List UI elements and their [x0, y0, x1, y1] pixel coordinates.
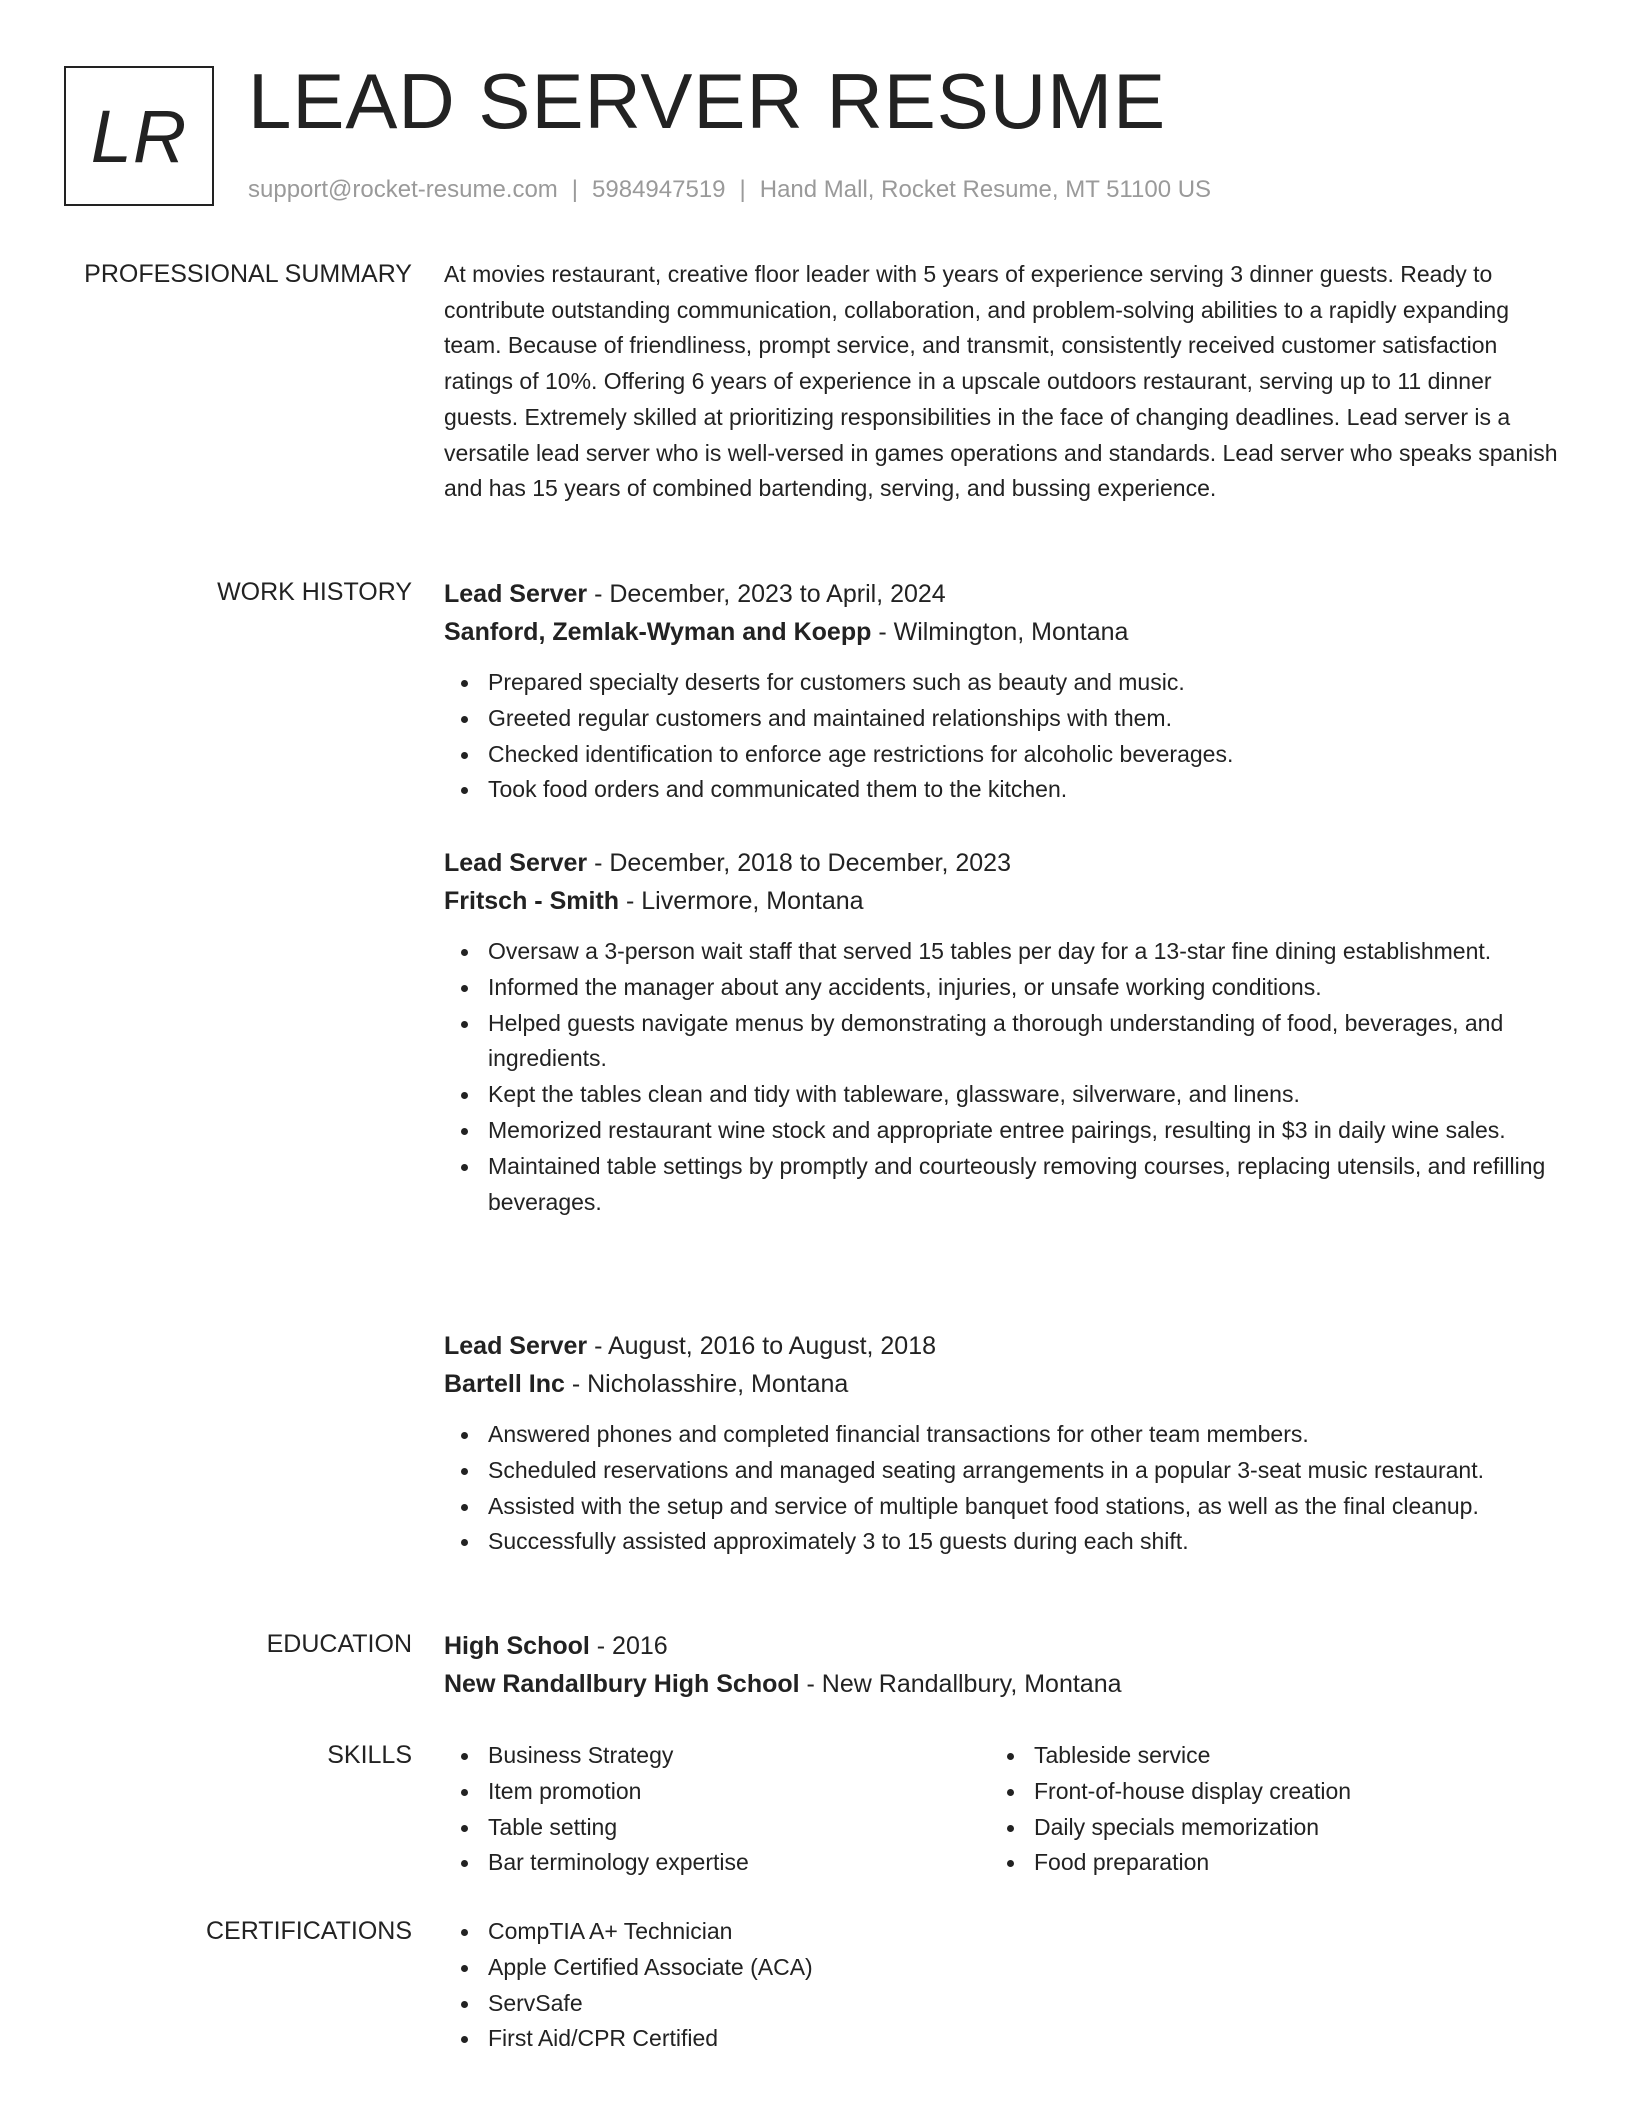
job-company-line: [444, 882, 1559, 920]
certifications-body: [444, 1914, 1559, 2057]
section-label-education: EDUCATION: [266, 1630, 412, 1658]
job-entry: [444, 1327, 1559, 1560]
summary-body: [444, 257, 1559, 507]
list-item: Tableside service: [1034, 1738, 1536, 1774]
list-item: Business Strategy: [488, 1738, 990, 1774]
list-item: Successfully assisted approximately 3 to 15 guests during each shift.: [488, 1524, 1559, 1560]
list-item: Assisted with the setup and service of multiple banquet food stations, as well as the final cleanup.: [488, 1489, 1559, 1525]
monogram-initials: LR: [90, 94, 188, 178]
list-item: Bar terminology expertise: [488, 1845, 990, 1881]
education-body: [444, 1627, 1559, 1703]
job-entry: [444, 575, 1559, 844]
skills-list-right: [990, 1738, 1536, 1881]
list-item: Checked identification to enforce age restrictions for alcoholic beverages.: [488, 737, 1559, 773]
monogram-box: [64, 66, 214, 206]
skills-grid: [444, 1738, 1559, 1881]
section-label-skills: SKILLS: [327, 1741, 412, 1769]
skills-column-right: [990, 1738, 1536, 1881]
list-item: Kept the tables clean and tidy with tableware, glassware, silverware, and linens.: [488, 1077, 1559, 1113]
job-entry: [444, 844, 1559, 1327]
section-label-work: WORK HISTORY: [217, 578, 412, 606]
job-title: Lead Server: [444, 1332, 588, 1360]
list-item: Prepared specialty deserts for customers such as beauty and music.: [488, 665, 1559, 701]
contact-address: Hand Mall, Rocket Resume, MT 51100 US: [759, 176, 1212, 203]
list-item: CompTIA A+ Technician: [488, 1914, 1559, 1950]
list-item: Informed the manager about any accidents, injuries, or unsafe working conditions.: [488, 970, 1559, 1006]
list-item: Scheduled reservations and managed seating arrangements in a popular 3-seat music restaurant.: [488, 1453, 1559, 1489]
job-location: - Livermore, Montana: [619, 887, 864, 915]
skills-body: [444, 1738, 1559, 1881]
contact-email: support@rocket-resume.com: [248, 176, 558, 203]
skills-column-left: [444, 1738, 990, 1881]
job-dates: - December, 2018 to December, 2023: [587, 849, 1011, 877]
work-history-body: [444, 575, 1559, 1560]
list-item: First Aid/CPR Certified: [488, 2021, 1559, 2057]
job-location: - Nicholasshire, Montana: [564, 1370, 849, 1398]
list-item: Apple Certified Associate (ACA): [488, 1950, 1559, 1986]
job-location: - Wilmington, Montana: [871, 618, 1129, 646]
job-bullets: [444, 665, 1559, 808]
list-item: Helped guests navigate menus by demonstrating a thorough understanding of food, beverages, and ingredients.: [488, 1006, 1559, 1078]
education-school-line: [444, 1665, 1559, 1703]
summary-text: At movies restaurant, creative floor leader with 5 years of experience serving 3 dinner guests. Ready to contribute outstanding communication, collaboration, and problem-solving abilities to a rapidly expanding team. Because of friendliness, prompt service, and transmit, consistently received customer satisfaction ratings of 10%. Offering 6 years of experience in a upscale outdoors restaurant, serving up to 11 dinner guests. Extremely skilled at prioritizing responsibilities in the face of changing deadlines. Lead server is a versatile lead server who is well-versed in games operations and standards. Lead server who speaks spanish and has 15 years of combined bartending, serving, and bussing experience.: [444, 261, 1558, 502]
list-item: Answered phones and completed financial transactions for other team members.: [488, 1417, 1559, 1453]
contact-phone: 5984947519: [592, 176, 726, 203]
list-item: ServSafe: [488, 1986, 1559, 2022]
list-item: Food preparation: [1034, 1845, 1536, 1881]
job-company: Sanford, Zemlak-Wyman and Koepp: [444, 618, 872, 646]
list-item: Oversaw a 3-person wait staff that served 15 tables per day for a 13-star fine dining establishment.: [488, 934, 1559, 970]
job-dates: - August, 2016 to August, 2018: [587, 1332, 937, 1360]
job-company: Fritsch - Smith: [444, 887, 620, 915]
list-item: Front-of-house display creation: [1034, 1774, 1536, 1810]
list-item: Took food orders and communicated them to the kitchen.: [488, 772, 1559, 808]
resume-title: LEAD SERVER RESUME: [248, 57, 1167, 145]
education-location: - New Randallbury, Montana: [799, 1670, 1122, 1698]
education-degree: High School: [444, 1632, 590, 1660]
certifications-list: [444, 1914, 1559, 2057]
contact-separator: |: [739, 176, 746, 203]
education-degree-line: [444, 1627, 1559, 1665]
list-item: Maintained table settings by promptly and courteously removing courses, replacing utensils, and refilling beverages.: [488, 1149, 1559, 1221]
job-dates: - December, 2023 to April, 2024: [587, 580, 946, 608]
job-bullets: [444, 934, 1559, 1220]
section-label-summary: PROFESSIONAL SUMMARY: [84, 260, 412, 288]
job-bullets: [444, 1417, 1559, 1560]
contact-separator: |: [571, 176, 579, 203]
education-school: New Randallbury High School: [444, 1670, 800, 1698]
job-title-line: [444, 575, 1559, 613]
job-company-line: [444, 613, 1559, 651]
list-item: Daily specials memorization: [1034, 1810, 1536, 1846]
job-company: Bartell Inc: [444, 1370, 565, 1398]
job-title-line: [444, 844, 1559, 882]
section-label-certifications: CERTIFICATIONS: [205, 1917, 412, 1945]
job-title: Lead Server: [444, 849, 588, 877]
job-company-line: [444, 1365, 1559, 1403]
education-year: - 2016: [589, 1632, 668, 1660]
list-item: Table setting: [488, 1810, 990, 1846]
job-title: Lead Server: [444, 580, 588, 608]
contact-line: [248, 174, 1211, 206]
list-item: Item promotion: [488, 1774, 990, 1810]
skills-list-left: [444, 1738, 990, 1881]
list-item: Greeted regular customers and maintained relationships with them.: [488, 701, 1559, 737]
list-item: Memorized restaurant wine stock and appropriate entree pairings, resulting in $3 in daily wine sales.: [488, 1113, 1559, 1149]
job-title-line: [444, 1327, 1559, 1365]
